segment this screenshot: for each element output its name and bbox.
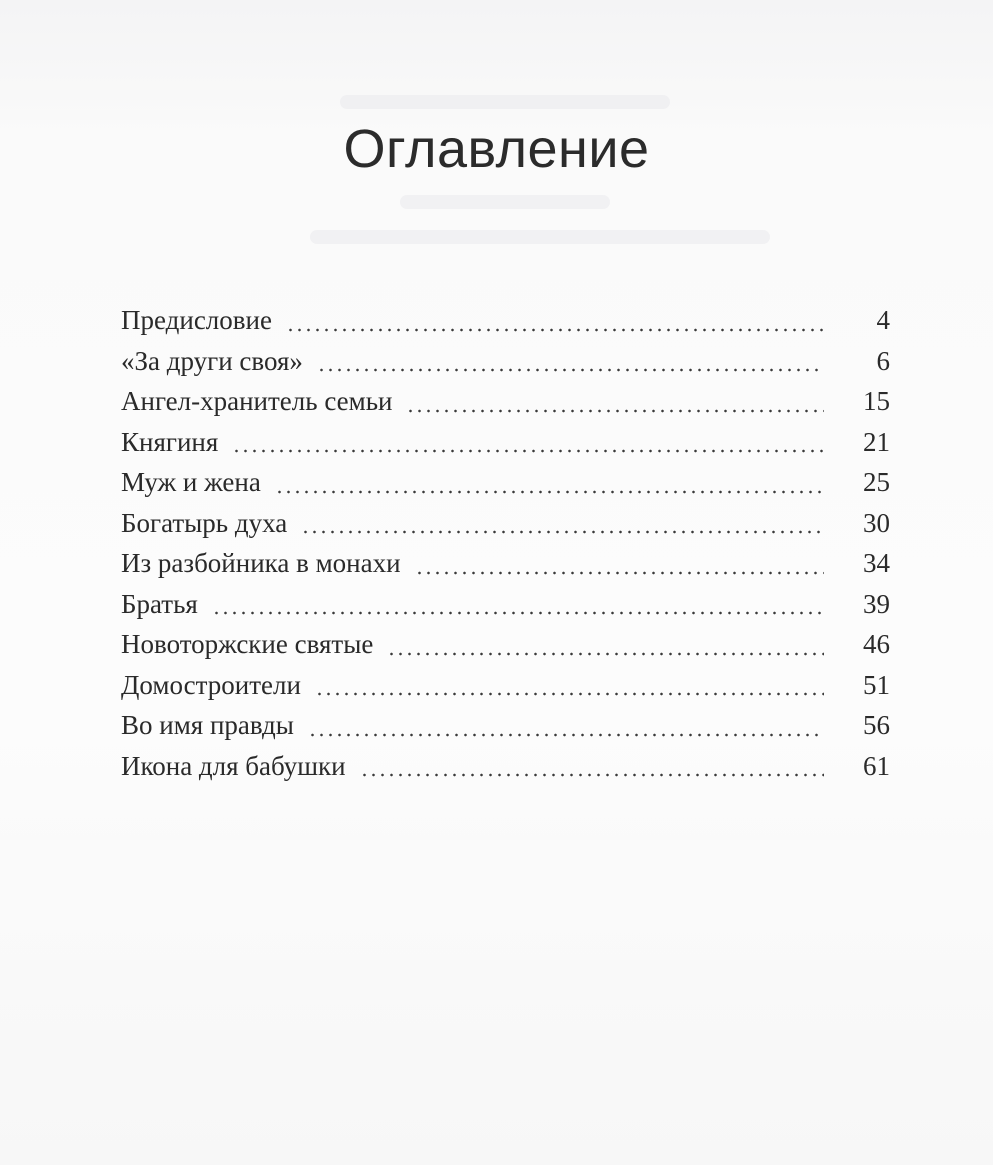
- toc-entry: [121, 503, 890, 544]
- toc-entry-title: Икона для бабушки: [121, 750, 346, 781]
- toc-entry: [121, 300, 890, 341]
- dot-leader: [387, 652, 824, 656]
- dot-leader: [360, 773, 824, 777]
- toc-entry-page-number: 4: [876, 305, 890, 335]
- toc-entry: [121, 543, 890, 584]
- toc-entry-title: «За други своя»: [121, 345, 303, 376]
- toc-entry-page-number: 61: [863, 750, 890, 781]
- toc-entry-title: Новоторжские святые: [121, 629, 374, 659]
- toc-entry: [121, 381, 890, 422]
- toc-entry: [121, 746, 890, 787]
- toc-entry-page-number: 39: [863, 588, 890, 619]
- dot-leader: [232, 449, 824, 453]
- table-of-contents: [121, 300, 890, 786]
- toc-entry-title: Ангел-хранитель семьи: [121, 386, 393, 416]
- toc-entry-page-number: 51: [863, 669, 890, 700]
- toc-entry-page-number: 21: [863, 426, 890, 457]
- toc-entry-title: Княгиня: [121, 426, 219, 457]
- dot-leader: [415, 571, 824, 575]
- toc-entry-title: Братья: [121, 588, 198, 619]
- toc-entry: [121, 665, 890, 706]
- toc-entry-page-number: 56: [863, 710, 890, 740]
- toc-entry-page-number: 25: [863, 467, 890, 497]
- toc-entry-title: Из разбойника в монахи: [121, 548, 401, 578]
- dot-leader: [317, 368, 824, 372]
- toc-entry: [121, 705, 890, 746]
- toc-entry: [121, 584, 890, 625]
- toc-entry-title: Домостроители: [121, 669, 301, 700]
- toc-entry-title: Богатырь духа: [121, 507, 288, 538]
- toc-entry-page-number: 6: [876, 345, 890, 376]
- dot-leader: [301, 530, 824, 534]
- toc-entry: [121, 624, 890, 665]
- dot-leader: [286, 328, 824, 332]
- dot-leader: [275, 490, 824, 494]
- toc-entry-title: Предисловие: [121, 305, 272, 335]
- toc-entry-title: Во имя правды: [121, 710, 294, 740]
- dot-leader: [406, 409, 824, 413]
- toc-entry: [121, 422, 890, 463]
- toc-entry-page-number: 30: [863, 507, 890, 538]
- dot-leader: [315, 692, 824, 696]
- toc-entry-page-number: 46: [863, 629, 890, 659]
- toc-entry: [121, 462, 890, 503]
- toc-entry-page-number: 34: [863, 548, 890, 578]
- toc-entry-title: Муж и жена: [121, 467, 261, 497]
- page-title: Оглавление: [343, 119, 650, 179]
- dot-leader: [212, 611, 824, 615]
- dot-leader: [308, 733, 824, 737]
- toc-entry: [121, 341, 890, 382]
- toc-entry-page-number: 15: [863, 386, 890, 416]
